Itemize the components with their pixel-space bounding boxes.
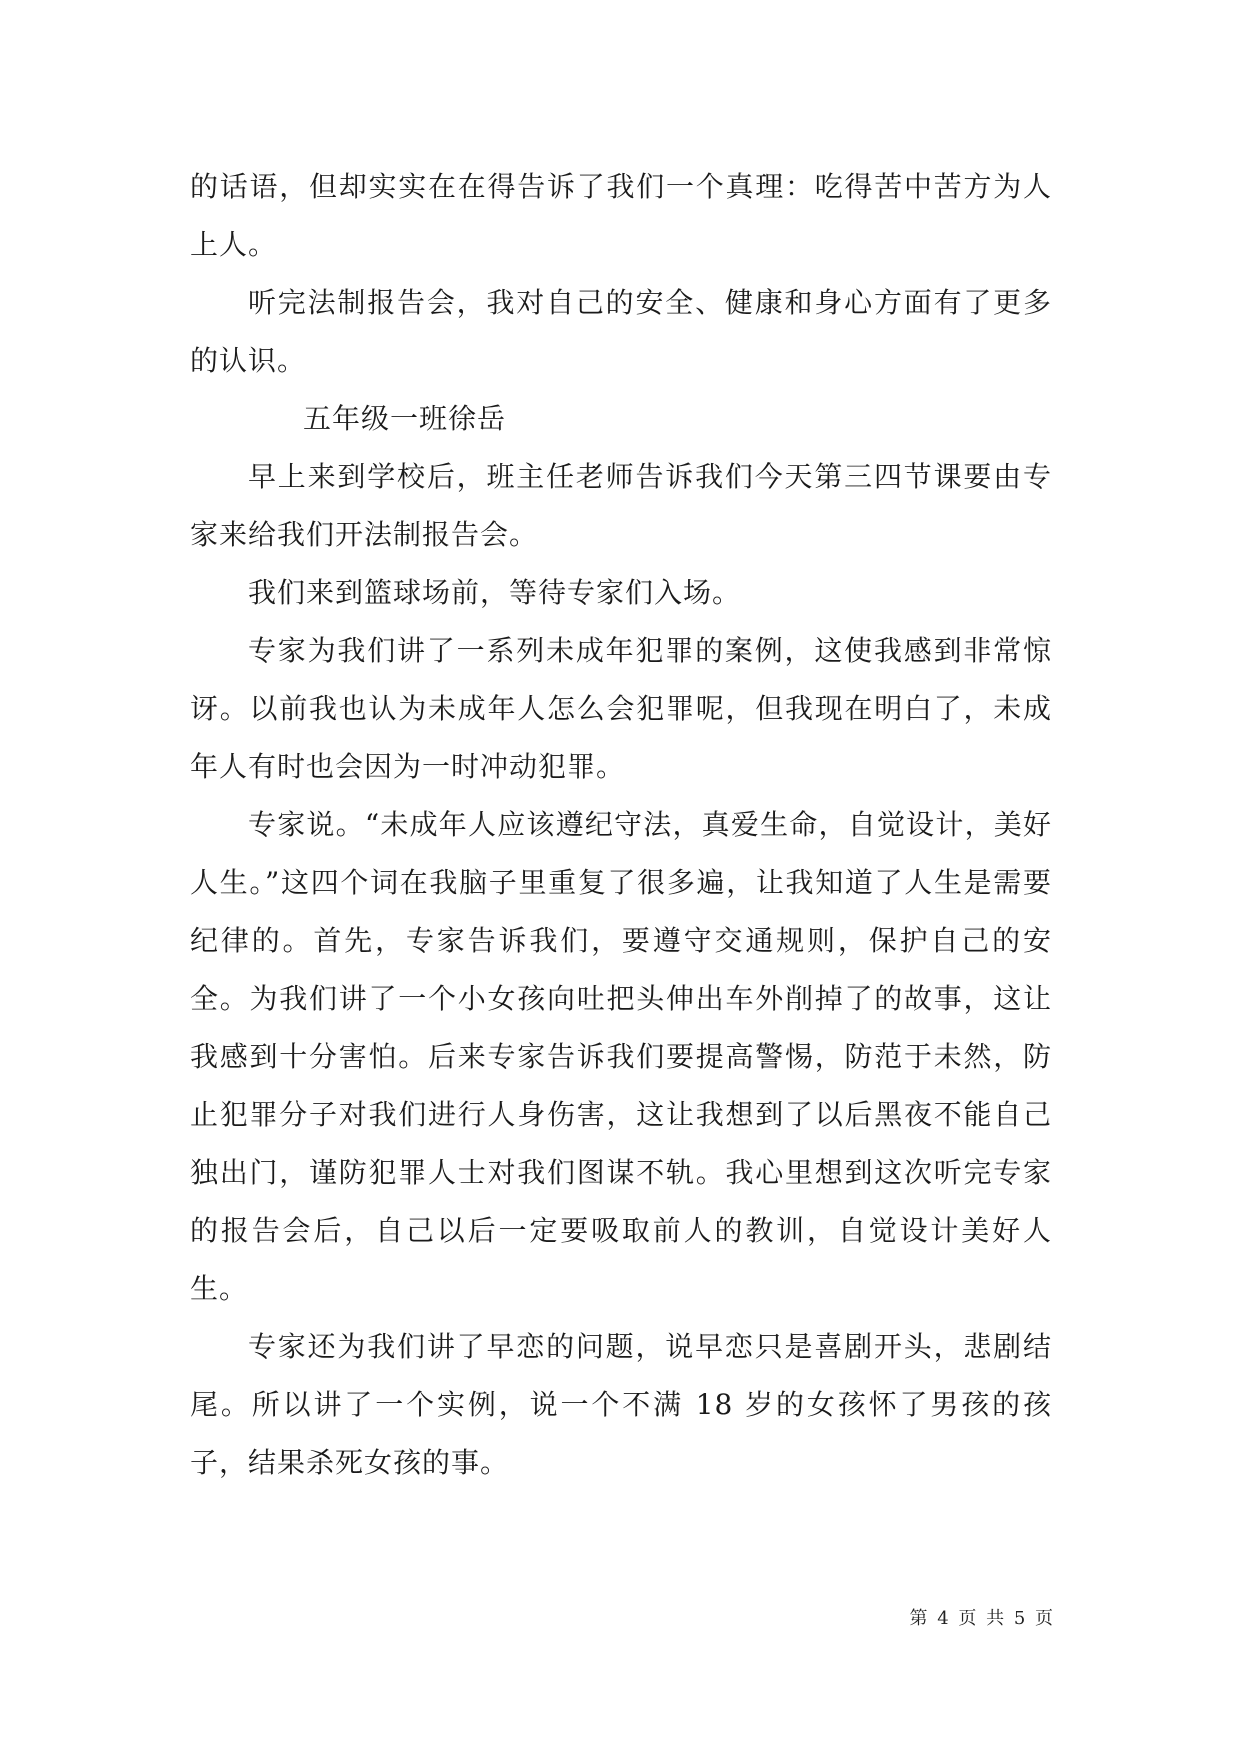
paragraph-juvenile-crime: 专家为我们讲了一系列未成年犯罪的案例，这使我感到非常惊讶。以前我也认为未成年人怎么会犯罪呢，但我现在明白了，未成年人有时也会因为一时冲动犯罪。	[190, 634, 1052, 783]
author-signature: 五年级一班徐岳	[303, 402, 507, 435]
paragraph-basketball-court: 我们来到篮球场前，等待专家们入场。	[248, 576, 742, 609]
paragraph-puppy-love: 专家还为我们讲了早恋的问题，说早恋只是喜剧开头，悲剧结尾。所以讲了一个实例，说一个不满 18 岁的女孩怀了男孩的孩子，结果杀死女孩的事。	[190, 1330, 1052, 1479]
paragraph-expert-advice: 专家说。“未成年人应该遵纪守法，真爱生命，自觉设计，美好人生。”这四个词在我脑子里重复了很多遍，让我知道了人生是需要纪律的。首先，专家告诉我们，要遵守交通规则，保护自己的安全。为我们讲了一个小女孩向吐把头伸出车外削掉了的故事，这让我感到十分害怕。后来专家告诉我们要提高警惕，防范于未然，防止犯罪分子对我们进行人身伤害，这让我想到了以后黑夜不能自己独出门，谨防犯罪人士对我们图谋不轨。我心里想到这次听完专家的报告会后，自己以后一定要吸取前人的教训，自觉设计美好人生。	[190, 808, 1052, 1305]
paragraph-arrival: 早上来到学校后，班主任老师告诉我们今天第三四节课要由专家来给我们开法制报告会。	[190, 460, 1052, 551]
page-number-footer: 第 4 页 共 5 页	[909, 1608, 1055, 1629]
document-body	[190, 158, 1052, 1492]
paragraph-continuation: 的话语，但却实实在在得告诉了我们一个真理：吃得苦中苦方为人上人。	[190, 170, 1052, 261]
paragraph-conclusion: 听完法制报告会，我对自己的安全、健康和身心方面有了更多的认识。	[190, 286, 1052, 377]
